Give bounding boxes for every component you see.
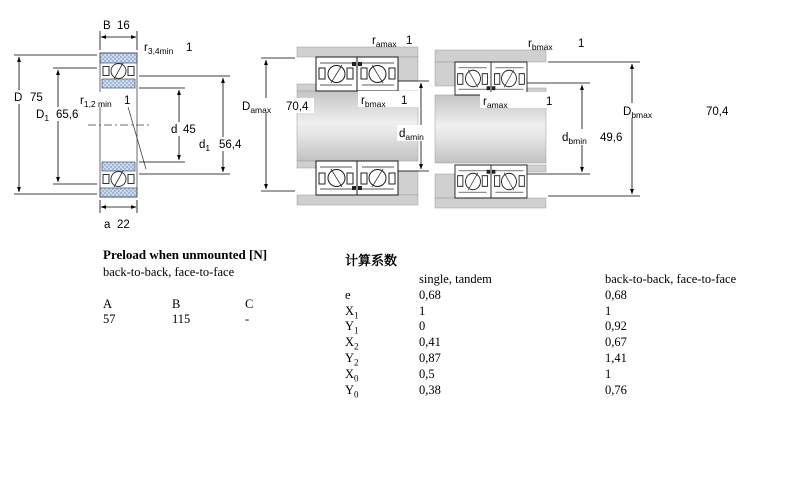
factors-col-single: single, tandem	[419, 272, 492, 286]
dim-B: B 16	[103, 20, 130, 32]
preload-title: Preload when unmounted [N]	[103, 247, 268, 262]
preload-table	[103, 247, 295, 327]
factor-single: 0,38	[419, 382, 441, 397]
preload-col-a: A	[103, 297, 113, 311]
factor-label: $X_0$	[345, 366, 359, 384]
inner-ring-top	[102, 79, 135, 88]
dim-rbmax-mid: $r_{bmax}$ 1	[361, 95, 408, 109]
housing-bottom	[297, 195, 418, 205]
dim-D: D 75	[14, 92, 43, 104]
preload-col-b: B	[172, 297, 181, 311]
preload-val-a: 57	[103, 312, 116, 326]
factor-label: e	[345, 287, 351, 302]
dim-r12: $r_{1,2 min}$ 1	[80, 95, 131, 109]
calculation-factors-table	[345, 250, 736, 398]
dim-D1: $D_1$ 65,6	[36, 109, 79, 123]
single-bearing-section	[88, 53, 152, 197]
factor-single: 0,68	[419, 287, 441, 302]
factors-col-back: back-to-back, face-to-face	[605, 272, 737, 286]
factor-single: 1	[419, 303, 426, 318]
factor-label: $X_1$	[345, 303, 359, 321]
dim-Damax: $D_{amax}$ 70,4	[242, 101, 309, 115]
dim-a: a 22	[104, 219, 130, 231]
dim-ramax-top: $r_{amax}$ 1	[372, 35, 413, 49]
outer-ring-top	[100, 53, 137, 63]
housing-top	[435, 50, 546, 62]
dim-r34: $r_{3,4min}$ 1	[144, 42, 193, 56]
preload-col-c: C	[245, 297, 254, 311]
factors-title: 计算系数	[345, 253, 398, 268]
dim-d1: $d_1$ 56,4	[199, 139, 242, 153]
factor-label: $Y_2$	[345, 350, 359, 368]
factor-back: 0,67	[605, 335, 627, 350]
dim-dbmin: $d_{bmin}$ 49,6	[562, 132, 623, 146]
factor-label: $X_2$	[345, 335, 359, 352]
factor-single: 0	[419, 319, 426, 334]
factor-single: 0,87	[419, 350, 441, 365]
bearing-drawings	[0, 0, 800, 245]
housing-bottom	[435, 198, 546, 208]
housing-top	[297, 47, 418, 57]
factor-back: 0,68	[605, 287, 627, 302]
factor-single: 0,5	[419, 366, 435, 381]
factor-label: $Y_0$	[345, 382, 359, 400]
factor-back: 0,92	[605, 319, 627, 334]
factor-back: 1	[605, 303, 612, 318]
dim-ramax-mid: $r_{amax}$ 1	[483, 96, 553, 110]
preload-subtitle: back-to-back, face-to-face	[103, 265, 235, 279]
factor-label: $Y_1$	[345, 319, 359, 336]
preload-val-b: 115	[172, 312, 191, 326]
dim-rbmax-top: $r_{bmax}$ 1	[528, 38, 585, 52]
single-dimension-labels	[12, 20, 248, 231]
factor-back: 1	[605, 366, 612, 381]
outer-ring-bottom	[100, 188, 137, 197]
factor-back: 1,41	[605, 350, 627, 365]
inner-ring-bottom	[102, 162, 135, 171]
factor-single: 0,41	[419, 335, 441, 350]
pair-face-to-face-drawing	[435, 50, 546, 208]
dim-damin: $d_{amin}$	[399, 128, 424, 142]
dim-Dbmax: $D_{bmax}$ 70,4	[623, 106, 729, 120]
preload-val-c: -	[245, 312, 250, 326]
factor-back: 0,76	[605, 382, 627, 397]
dim-d: d 45	[171, 124, 196, 136]
